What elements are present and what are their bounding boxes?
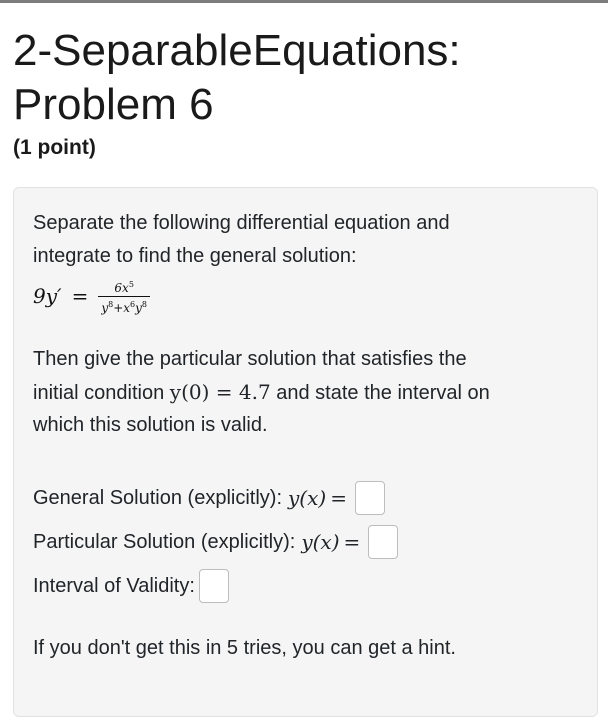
- then-line-3: which this solution is valid.: [33, 414, 268, 436]
- general-solution-row: General Solution (explicitly): y(x) =: [33, 480, 385, 516]
- general-solution-label: General Solution (explicitly):: [33, 486, 282, 509]
- particular-solution-row: Particular Solution (explicitly): y(x) =: [33, 524, 398, 560]
- general-solution-input[interactable]: [355, 481, 385, 515]
- top-divider: [0, 0, 608, 3]
- interval-row: [33, 568, 229, 604]
- then-line-1: Then give the particular solution that satisfies the: [33, 348, 467, 370]
- interval-input[interactable]: [199, 569, 229, 603]
- interval-label: Interval of Validity:: [33, 574, 195, 597]
- hint-text: If you don't get this in 5 tries, you can get a hint.: [33, 637, 456, 659]
- intro-line-1: Separate the following differential equation and: [33, 212, 450, 234]
- particular-yx-math: y(x): [301, 530, 340, 554]
- intro-line-2: integrate to find the general solution:: [33, 245, 357, 267]
- page-title: 2-SeparableEquations: Problem 6: [13, 26, 461, 129]
- equation-lhs: 9y′: [33, 284, 62, 308]
- particular-solution-input[interactable]: [368, 525, 398, 559]
- initial-condition-math: y(0) = 4.7: [169, 380, 271, 404]
- particular-solution-label: Particular Solution (explicitly):: [33, 530, 296, 553]
- differential-equation: [33, 276, 150, 316]
- equation-equals: =: [71, 284, 89, 308]
- points-label: (1 point): [13, 136, 96, 159]
- general-yx-math: y(x): [288, 486, 327, 510]
- fraction-numerator: $6x^5$: [114, 279, 134, 295]
- equation-fraction: [98, 278, 150, 315]
- fraction-denominator: $y^8+x^6y^8$: [98, 296, 150, 315]
- then-line-2: initial condition y(0) = 4.7 and state the interval on: [33, 380, 490, 404]
